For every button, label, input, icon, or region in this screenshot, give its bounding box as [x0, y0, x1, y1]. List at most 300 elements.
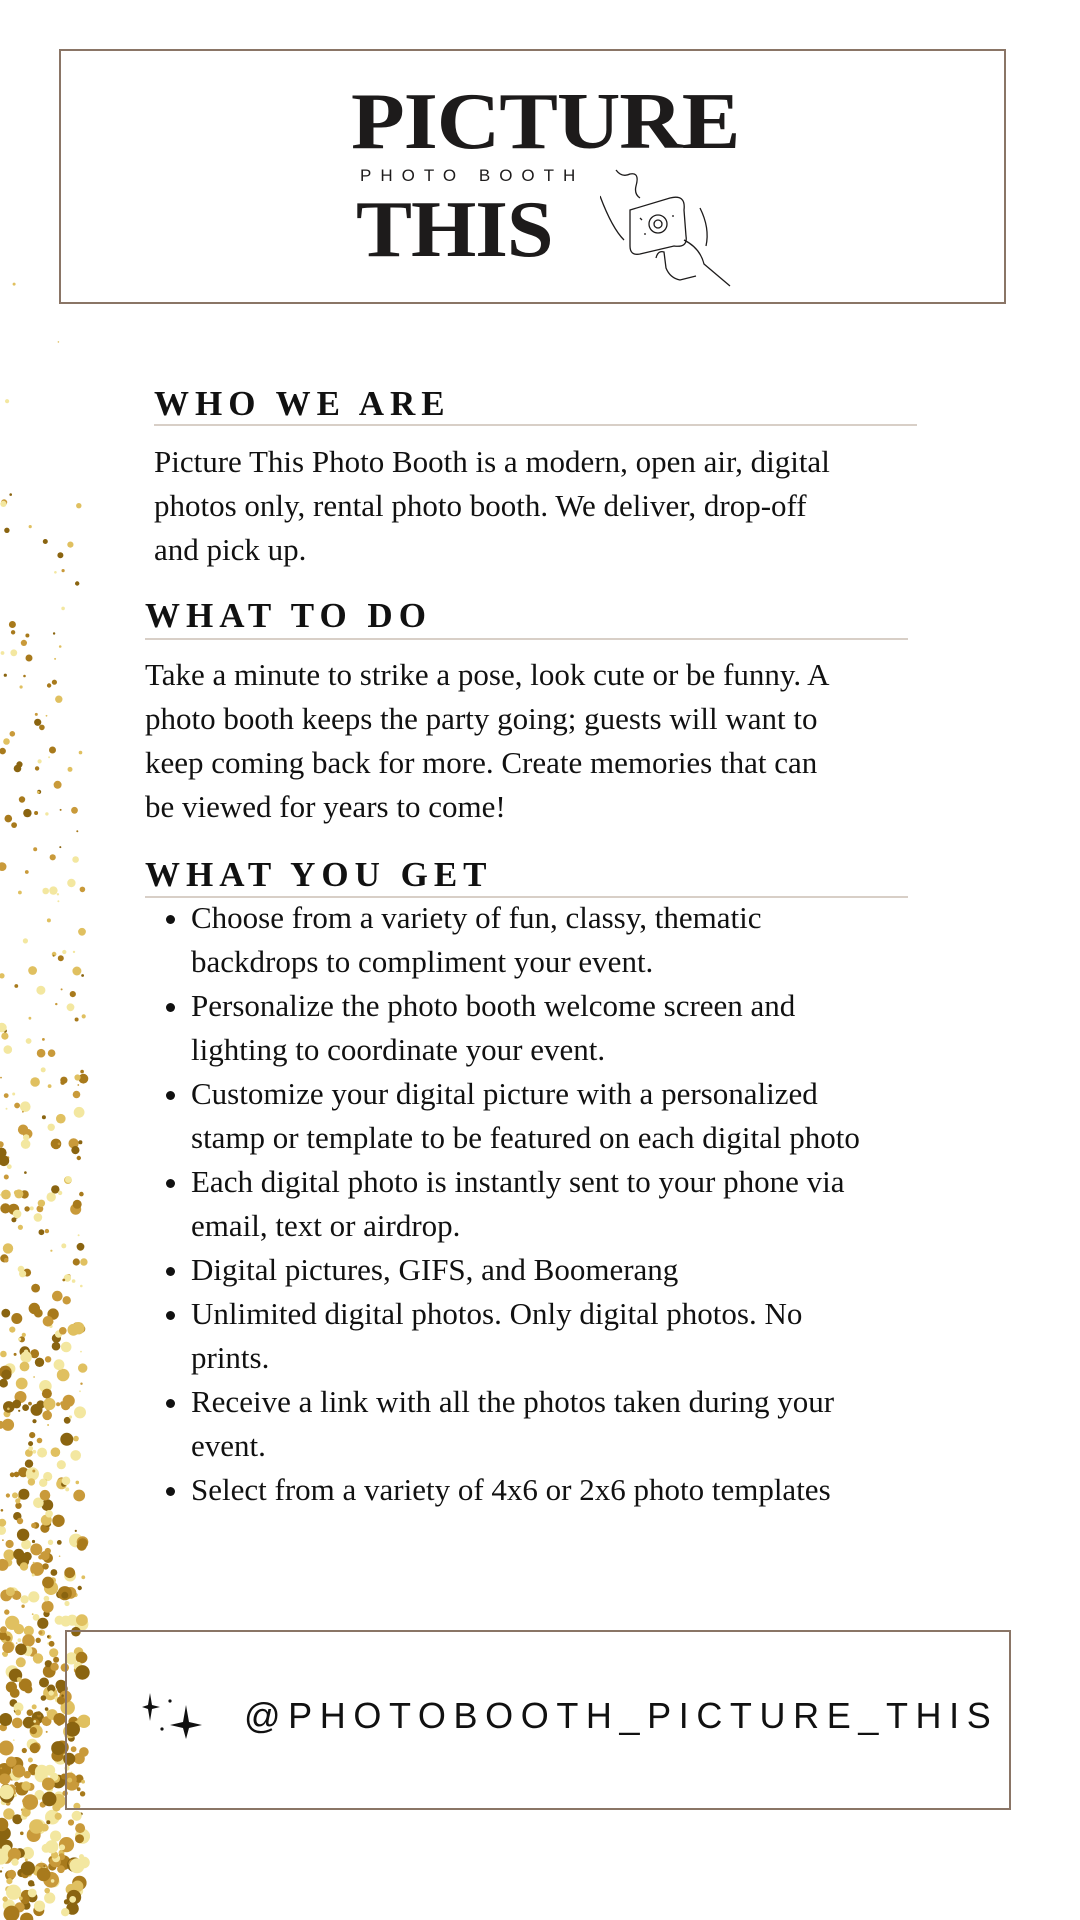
confetti-dot: [49, 747, 56, 754]
confetti-dot: [20, 1562, 28, 1570]
confetti-dot: [67, 1003, 75, 1011]
confetti-dot: [4, 1093, 9, 1098]
confetti-dot: [30, 1206, 34, 1210]
confetti-dot: [80, 887, 86, 893]
feature-item-line: prints.: [191, 1340, 270, 1375]
confetti-dot: [37, 1448, 47, 1458]
confetti-dot: [2, 1867, 4, 1869]
confetti-dot: [28, 1402, 32, 1406]
confetti-dot: [14, 765, 22, 773]
confetti-dot: [5, 1636, 11, 1642]
confetti-dot: [81, 1575, 85, 1579]
confetti-dot: [25, 634, 29, 638]
confetti-dot: [39, 1678, 49, 1688]
confetti-dot: [42, 1389, 52, 1399]
confetti-dot: [33, 1653, 43, 1663]
confetti-dot: [20, 685, 23, 688]
confetti-dot: [68, 1324, 80, 1336]
confetti-dot: [45, 1229, 49, 1233]
who-we-are-text: [154, 440, 830, 572]
confetti-dot: [79, 751, 83, 755]
confetti-dot: [61, 988, 63, 990]
confetti-dot: [12, 1718, 23, 1729]
confetti-dot: [0, 1351, 7, 1358]
confetti-dot: [31, 1523, 36, 1528]
confetti-dot: [45, 1840, 58, 1853]
confetti-dot: [75, 1834, 84, 1843]
confetti-dot: [48, 1084, 52, 1088]
confetti-dot: [77, 1243, 85, 1251]
confetti-dot: [29, 1432, 35, 1438]
confetti-dot: [80, 1070, 84, 1074]
confetti-dot: [67, 879, 75, 887]
what-you-get-heading: WHAT YOU GET: [145, 855, 493, 894]
confetti-dot: [22, 1333, 26, 1337]
confetti-dot: [75, 581, 79, 585]
confetti-dot: [9, 1327, 15, 1333]
confetti-dot: [39, 1229, 45, 1235]
feature-item-line: Digital pictures, GIFS, and Boomerang: [191, 1252, 679, 1287]
confetti-dot: [62, 1279, 65, 1282]
confetti-dot: [75, 1530, 77, 1532]
confetti-dot: [29, 1819, 44, 1834]
confetti-dot: [78, 1363, 87, 1372]
confetti-dot: [45, 812, 48, 815]
confetti-dot: [57, 1540, 62, 1545]
confetti-dot: [19, 1896, 23, 1900]
confetti-dot: [51, 1879, 55, 1883]
confetti-dot: [41, 1861, 43, 1863]
feature-item: [191, 1072, 860, 1160]
feature-item-line: Choose from a variety of fun, classy, thematic: [191, 900, 762, 935]
confetti-dot: [2, 1652, 5, 1655]
confetti-dot: [6, 1885, 21, 1900]
confetti-dot: [23, 1794, 39, 1810]
confetti-dot: [2, 1642, 14, 1654]
confetti-dot: [11, 1858, 18, 1865]
confetti-dot: [36, 1638, 41, 1643]
confetti-dot: [11, 1217, 16, 1222]
confetti-dot: [29, 525, 32, 528]
confetti-dot: [13, 283, 16, 286]
confetti-dot: [50, 854, 56, 860]
confetti-dot: [79, 1192, 84, 1197]
confetti-dot: [17, 1677, 22, 1682]
confetti-dot: [78, 928, 86, 936]
confetti-dot: [29, 1303, 40, 1314]
feature-item: [191, 1380, 860, 1468]
text-line: photo booth keeps the party going; guests will want to: [145, 701, 818, 736]
confetti-dot: [49, 1641, 55, 1647]
confetti-dot: [15, 1710, 21, 1716]
confetti-dot: [41, 1695, 47, 1701]
confetti-dot: [25, 1859, 28, 1862]
confetti-dot: [16, 1378, 28, 1390]
confetti-dot: [0, 1870, 2, 1872]
confetti-dot: [16, 1642, 18, 1644]
confetti-dot: [74, 1107, 85, 1118]
text-line: photos only, rental photo booth. We deliver, drop-off: [154, 488, 807, 523]
confetti-dot: [76, 503, 81, 508]
confetti-dot: [14, 1189, 23, 1198]
confetti-dot: [21, 640, 27, 646]
confetti-dot: [62, 1296, 70, 1304]
confetti-dot: [26, 655, 33, 662]
confetti-dot: [50, 1663, 58, 1671]
confetti-dot: [73, 1436, 79, 1442]
confetti-dot: [28, 1889, 37, 1898]
confetti-dot: [14, 1782, 19, 1787]
confetti-dot: [61, 607, 65, 611]
confetti-dot: [10, 1688, 20, 1698]
confetti-dot: [10, 649, 17, 656]
confetti-dot: [81, 974, 84, 977]
confetti-dot: [64, 1567, 75, 1578]
confetti-dot: [65, 1372, 70, 1377]
confetti-dot: [52, 1515, 64, 1527]
feature-item-line: Receive a link with all the photos taken during your: [191, 1384, 835, 1419]
confetti-dot: [73, 1200, 82, 1209]
confetti-dot: [15, 1503, 21, 1509]
confetti-dot: [28, 1441, 33, 1446]
confetti-dot: [22, 1748, 27, 1753]
confetti-dot: [72, 1811, 82, 1821]
confetti-dot: [32, 1540, 35, 1543]
confetti-dot: [33, 1562, 35, 1564]
confetti-dot: [0, 1713, 12, 1726]
confetti-dot: [44, 1888, 50, 1894]
confetti-dot: [53, 632, 55, 634]
confetti-dot: [33, 1720, 36, 1723]
confetti-dot: [54, 1359, 65, 1370]
confetti-dot: [26, 1038, 32, 1044]
confetti-dot: [57, 893, 59, 895]
feature-item: [191, 1160, 860, 1248]
confetti-dot: [71, 1146, 79, 1154]
confetti-dot: [2, 1539, 4, 1541]
confetti-dot: [76, 1481, 80, 1485]
confetti-dot: [57, 900, 59, 902]
confetti-dot: [23, 675, 26, 678]
confetti-dot: [31, 1349, 38, 1356]
confetti-dot: [24, 1171, 27, 1174]
confetti-dot: [6, 1540, 14, 1548]
confetti-dot: [59, 645, 62, 648]
confetti-dot: [28, 966, 37, 975]
confetti-dot: [61, 1342, 72, 1353]
confetti-dot: [45, 1707, 49, 1711]
confetti-dot: [31, 1284, 40, 1293]
confetti-dot: [82, 1014, 86, 1018]
confetti-dot: [18, 1225, 23, 1230]
confetti-dot: [41, 1067, 46, 1072]
confetti-dot: [44, 1596, 50, 1602]
confetti-dot: [50, 1250, 52, 1252]
confetti-dot: [14, 984, 18, 988]
confetti-dot: [4, 1045, 13, 1054]
confetti-dot: [20, 1832, 24, 1836]
confetti-dot: [20, 1351, 31, 1362]
confetti-dot: [22, 1404, 29, 1411]
section-divider: [145, 638, 908, 640]
confetti-dot: [18, 891, 22, 895]
confetti-dot: [35, 766, 39, 770]
confetti-dot: [72, 856, 79, 863]
confetti-dot: [64, 1601, 69, 1606]
confetti-dot: [48, 756, 50, 758]
confetti-dot: [61, 1592, 68, 1599]
confetti-dot: [59, 846, 61, 848]
confetti-dot: [0, 1626, 7, 1633]
confetti-dot: [1, 1190, 11, 1200]
confetti-dot: [24, 1771, 31, 1778]
confetti-dot: [18, 1266, 25, 1273]
confetti-dot: [0, 1379, 8, 1388]
confetti-dot: [4, 674, 7, 677]
confetti-dot: [0, 748, 6, 755]
confetti-dot: [48, 1540, 53, 1545]
confetti-dot: [20, 1913, 33, 1920]
confetti-dot: [30, 1543, 42, 1555]
confetti-dot: [57, 1460, 66, 1469]
confetti-dot: [23, 809, 31, 817]
confetti-dot: [0, 862, 7, 871]
confetti-dot: [32, 1884, 35, 1887]
confetti-dot: [37, 1438, 43, 1444]
confetti-dot: [22, 1111, 24, 1113]
confetti-dot: [49, 1648, 58, 1657]
confetti-dot: [53, 955, 55, 957]
confetti-dot: [24, 1206, 29, 1211]
confetti-dot: [62, 569, 65, 572]
text-line: keep coming back for more. Create memories that can: [145, 745, 818, 780]
confetti-dot: [53, 1713, 65, 1725]
feature-item-line: Select from a variety of 4x6 or 2x6 photo templates: [191, 1472, 831, 1507]
confetti-dot: [52, 1291, 63, 1302]
confetti-dot: [18, 1638, 22, 1642]
confetti-dot: [1, 1370, 11, 1380]
confetti-dot: [57, 1865, 65, 1873]
confetti-dot: [25, 870, 29, 874]
confetti-dot: [42, 1411, 52, 1421]
confetti-dot: [21, 1605, 24, 1608]
confetti-dot: [59, 1844, 65, 1850]
sparkle-icon: [142, 1693, 208, 1739]
confetti-dot: [6, 1587, 15, 1596]
confetti-dot: [80, 1351, 82, 1353]
confetti-dot: [14, 1353, 17, 1356]
confetti-dot: [32, 1419, 36, 1423]
confetti-dot: [70, 1450, 81, 1461]
confetti-dot: [28, 1478, 35, 1485]
text-line: Picture This Photo Booth is a modern, open air, digital: [154, 444, 830, 479]
confetti-dot: [2, 1896, 7, 1901]
confetti-dot: [32, 1450, 36, 1454]
confetti-dot: [7, 1164, 12, 1169]
confetti-dot: [24, 1685, 32, 1693]
confetti-dot: [68, 1819, 74, 1825]
confetti-dot: [74, 1074, 80, 1080]
confetti-dot: [37, 1868, 51, 1882]
confetti-dot: [16, 1657, 26, 1667]
confetti-dot: [61, 1908, 69, 1916]
confetti-dot: [57, 552, 63, 558]
confetti-dot: [0, 1526, 6, 1535]
confetti-dot: [47, 683, 51, 687]
confetti-dot: [50, 1831, 61, 1842]
confetti-dot: [45, 1510, 53, 1518]
confetti-dot: [80, 1383, 82, 1385]
logo-title-top: PICTURE: [351, 78, 740, 166]
confetti-dot: [0, 1203, 10, 1213]
confetti-dot: [9, 621, 16, 628]
feature-item: [191, 1292, 860, 1380]
confetti-dot: [80, 1258, 87, 1265]
confetti-dot: [56, 1402, 60, 1406]
confetti-dot: [42, 888, 49, 895]
confetti-dot: [77, 1084, 79, 1086]
confetti-dot: [4, 1258, 9, 1263]
confetti-dot: [20, 1362, 30, 1372]
confetti-dot: [28, 1591, 39, 1602]
confetti-dot: [1, 1033, 8, 1040]
confetti-dot: [18, 1125, 28, 1135]
confetti-dot: [14, 1103, 20, 1109]
confetti-dot: [23, 1134, 29, 1140]
confetti-dot: [42, 1577, 54, 1589]
confetti-dot: [6, 1878, 12, 1884]
confetti-dot: [21, 1781, 30, 1790]
confetti-dot: [2, 1160, 6, 1164]
confetti-dot: [76, 1614, 88, 1626]
confetti-dot: [76, 830, 78, 832]
confetti-dot: [47, 1192, 56, 1201]
confetti-dot: [1, 1509, 4, 1512]
confetti-dot: [78, 1234, 80, 1236]
confetti-dot: [12, 1400, 21, 1409]
feature-item-line: backdrops to compliment your event.: [191, 944, 654, 979]
confetti-dot: [21, 1861, 35, 1875]
confetti-dot: [39, 725, 45, 731]
confetti-dot: [34, 811, 38, 815]
feature-item: [191, 1248, 860, 1292]
confetti-dot: [46, 1731, 48, 1733]
confetti-dot: [18, 1338, 21, 1341]
confetti-dot: [14, 1624, 24, 1634]
confetti-dot: [58, 341, 60, 343]
confetti-dot: [63, 1395, 75, 1407]
confetti-dot: [0, 973, 5, 978]
confetti-dot: [11, 822, 17, 828]
confetti-dot: [73, 1490, 85, 1502]
confetti-dot: [10, 731, 16, 737]
confetti-dot: [7, 1870, 16, 1879]
confetti-dot: [47, 1424, 49, 1426]
confetti-dot: [55, 1616, 64, 1625]
who-we-are-heading: WHO WE ARE: [154, 384, 451, 423]
confetti-dot: [40, 1551, 49, 1560]
confetti-dot: [49, 886, 57, 894]
confetti-dot: [12, 1492, 18, 1498]
confetti-dot: [54, 571, 57, 574]
confetti-dot: [79, 1854, 84, 1859]
confetti-dot: [30, 1727, 37, 1734]
confetti-dot: [58, 955, 64, 961]
confetti-dot: [26, 1652, 30, 1656]
confetti-dot: [4, 528, 9, 533]
confetti-dot: [55, 1813, 62, 1820]
confetti-dot: [52, 680, 57, 685]
confetti-dot: [21, 1139, 31, 1149]
feature-item: [191, 896, 860, 984]
confetti-dot: [75, 1823, 85, 1833]
feature-item-line: Personalize the photo booth welcome screen and: [191, 988, 796, 1023]
confetti-dot: [69, 1415, 72, 1418]
confetti-dot: [7, 1408, 10, 1411]
confetti-dot: [80, 1285, 83, 1288]
confetti-dot: [0, 1077, 2, 1079]
confetti-dot: [51, 1447, 61, 1457]
confetti-dot: [42, 1601, 54, 1613]
confetti-dot: [11, 630, 15, 634]
confetti-dot: [51, 1569, 58, 1576]
confetti-dot: [78, 1586, 82, 1590]
confetti-dot: [43, 1865, 45, 1867]
feature-item-line: lighting to coordinate your event.: [191, 1032, 606, 1067]
confetti-dot: [17, 1518, 23, 1524]
confetti-dot: [38, 1631, 42, 1635]
confetti-dot: [48, 1124, 55, 1131]
confetti-dot: [78, 1140, 82, 1144]
confetti-dot: [3, 1243, 13, 1253]
confetti-dot: [23, 938, 28, 943]
confetti-dot: [74, 1406, 86, 1418]
confetti-dot: [37, 1711, 41, 1715]
confetti-dot: [77, 1156, 81, 1160]
instagram-handle-link[interactable]: @PHOTOBOOTH_PICTURE_THIS: [244, 1695, 999, 1736]
confetti-dot: [61, 1243, 66, 1248]
confetti-dot: [56, 1114, 66, 1124]
confetti-dot: [59, 1555, 61, 1557]
confetti-dot: [73, 1258, 80, 1265]
camera-hand-icon: [600, 168, 740, 288]
confetti-dot: [5, 399, 9, 403]
confetti-dot: [19, 796, 25, 802]
confetti-dot: [75, 1018, 79, 1022]
confetti-dot: [49, 1690, 54, 1695]
confetti-dot: [43, 1316, 54, 1327]
section-divider: [154, 424, 917, 426]
confetti-dot: [39, 1479, 47, 1487]
confetti-dot: [72, 967, 81, 976]
confetti-dot: [46, 715, 48, 717]
feature-item: [191, 1468, 860, 1512]
confetti-dot: [60, 1433, 73, 1446]
confetti-dot: [15, 1644, 27, 1656]
confetti-dot: [13, 1210, 22, 1219]
confetti-dot: [42, 1038, 45, 1041]
confetti-dot: [69, 1896, 76, 1903]
confetti-dot: [73, 1091, 81, 1099]
confetti-dot: [28, 1758, 33, 1763]
confetti-dot: [67, 542, 73, 548]
confetti-dot: [78, 1538, 88, 1548]
confetti-dot: [32, 1613, 34, 1615]
confetti-dot: [13, 1739, 15, 1741]
confetti-dot: [32, 1704, 37, 1709]
text-line: be viewed for years to come!: [145, 789, 506, 824]
confetti-dot: [42, 1563, 48, 1569]
